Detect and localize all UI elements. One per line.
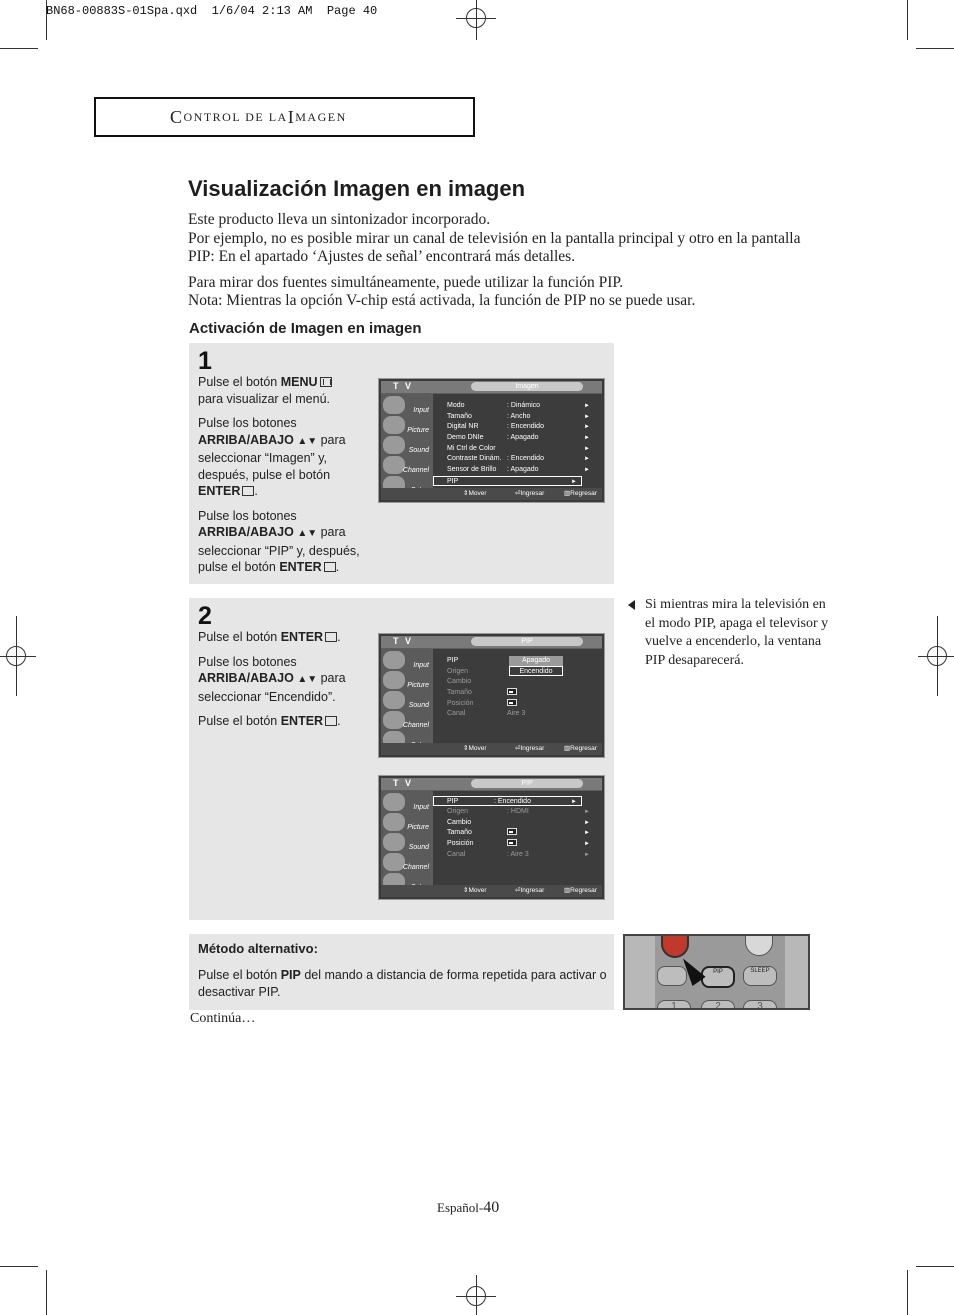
tv-menu-list: [433, 791, 602, 885]
up-down-arrows-icon: ▲▼: [297, 435, 318, 447]
menu-row: Tamaño: [447, 688, 580, 698]
alternative-method-box: [189, 934, 614, 1010]
menu-tab: Imagen: [471, 382, 583, 391]
crop-mark: [916, 48, 954, 49]
tv-menu-screen-imagen: [378, 378, 605, 503]
menu-row: Digital NR : Encendido ►: [447, 423, 590, 430]
up-down-arrows-icon: ▲▼: [297, 674, 318, 685]
picture-icon: Picture: [383, 813, 429, 831]
crop-mark: [907, 1270, 908, 1315]
number-key: 2: [701, 1000, 735, 1010]
tv-label: T V: [393, 381, 414, 391]
subsection-title: Activación de Imagen en imagen: [189, 320, 422, 337]
channel-icon: Channel: [383, 456, 429, 474]
menu-row: Cambio ►: [447, 819, 590, 826]
sleep-button: SLEEP: [743, 966, 777, 986]
intro-line-2: Por ejemplo, no es posible mirar un canal de televisión en la pantalla principal y otro en la pantalla PIP: En el apartado ‘Ajustes de señal’ encontrará más detalles.: [188, 230, 801, 265]
menu-row: Origen: [447, 668, 469, 675]
channel-icon: Channel: [383, 711, 429, 729]
sound-icon: Sound: [383, 691, 429, 709]
crop-mark: [46, 1270, 47, 1315]
intro-line-1: Este producto lleva un sintonizador incorporado.: [188, 211, 491, 228]
section-header-box: [94, 97, 475, 137]
crop-mark: [0, 656, 36, 657]
menu-row-selected: PIP ►: [433, 476, 582, 486]
crop-mark: [456, 1296, 496, 1297]
note-arrow-icon: [628, 600, 635, 610]
menu-row: Modo : Dinámico ►: [447, 402, 590, 409]
tv-menu-list: [433, 394, 602, 488]
step-number: 1: [198, 347, 212, 375]
enter-button-icon: [325, 632, 337, 642]
step-2-instructions: Pulse el botón ENTER . Pulse los botones ARRIBA/ABAJO ▲▼ para seleccionar “Encendido”. Pulse el botón ENTER .: [198, 630, 346, 728]
number-key: 1: [657, 1000, 691, 1010]
enter-button-icon: [242, 486, 254, 496]
remote-control-illustration: [623, 934, 810, 1010]
sound-icon: Sound: [383, 833, 429, 851]
tv-bottom-bar: [381, 488, 602, 500]
return-hint: ▥ Regresar: [564, 887, 597, 894]
enter-hint: ⏎ Ingresar: [515, 887, 545, 894]
tv-label: T V: [393, 778, 414, 788]
number-key: 3: [743, 1000, 777, 1010]
move-hint: ⇕ Mover: [463, 887, 487, 894]
menu-row: Demo DNIe : Apagado ►: [447, 434, 590, 441]
pip-size-icon: [507, 828, 517, 835]
enter-hint: ⏎ Ingresar: [515, 745, 545, 752]
section-title: C ONTROL DE LA I MAGEN: [170, 106, 347, 127]
alternative-text: Pulse el botón PIP del mando a distancia de forma repetida para activar o desactivar PIP.: [198, 968, 607, 999]
crop-mark: [0, 1266, 38, 1267]
crop-mark: [918, 656, 954, 657]
menu-row: Canal : Aire 3 ►: [447, 851, 590, 858]
input-icon: Input: [383, 396, 429, 414]
page-number: Español-40: [437, 1199, 500, 1216]
page-title: Visualización Imagen en imagen: [188, 176, 526, 201]
tv-sidebar: [381, 791, 431, 885]
move-hint: ⇕ Mover: [463, 745, 487, 752]
menu-row: Mi Ctrl de Color ►: [447, 445, 590, 452]
return-hint: ▥ Regresar: [564, 490, 597, 497]
input-icon: Input: [383, 651, 429, 669]
pip-position-icon: [507, 699, 517, 706]
menu-row: Tamaño ►: [447, 829, 590, 836]
continue-text: Continúa…: [190, 1011, 256, 1026]
tv-menu-screen-pip-on: [378, 775, 605, 900]
tv-bottom-bar: [381, 743, 602, 755]
tv-bottom-bar: [381, 885, 602, 897]
menu-row: PIP: [447, 657, 459, 664]
picture-icon: Picture: [383, 416, 429, 434]
tv-menu-list: [433, 649, 602, 743]
menu-row: Posición ►: [447, 840, 590, 847]
tv-menu-screen-pip-options: [378, 633, 605, 758]
enter-hint: ⏎ Ingresar: [515, 490, 545, 497]
menu-button-icon: [320, 377, 332, 387]
menu-row: Origen : HDMI ►: [447, 808, 590, 815]
tv-sidebar: [381, 649, 431, 743]
pip-button: PIP: [701, 966, 735, 988]
crop-mark: [0, 48, 38, 49]
tv-sidebar: [381, 394, 431, 488]
crop-mark: [916, 1266, 954, 1267]
menu-row: Cambio: [447, 678, 472, 685]
move-hint: ⇕ Mover: [463, 490, 487, 497]
option-off: Apagado: [509, 656, 563, 666]
print-header: BN68-00883S-01Spa.qxd 1/6/04 2:13 AM Page 40: [46, 4, 378, 18]
channel-icon: Channel: [383, 853, 429, 871]
crop-mark: [907, 0, 908, 40]
enter-button-icon: [325, 716, 337, 726]
menu-row: Contraste Dinám. : Encendido ►: [447, 455, 590, 462]
alternative-title: Método alternativo:: [198, 941, 318, 956]
return-hint: ▥ Regresar: [564, 745, 597, 752]
input-icon: Input: [383, 793, 429, 811]
menu-row-selected: PIP : Encendido ►: [433, 796, 582, 806]
crop-mark: [456, 18, 496, 19]
enter-button-icon: [324, 562, 336, 572]
menu-row: Sensor de Brillo : Apagado ►: [447, 466, 590, 473]
step-number: 2: [198, 602, 212, 630]
step-1-instructions: Pulse el botón MENU para visualizar el menú. Pulse los botones ARRIBA/ABAJO ▲▼ para seleccionar “Imagen” y, después, pulse el botón ENTER . Pulse los botones ARRIBA/ABAJO ▲▼ para seleccionar “PIP” y, después, pulse el botón ENTER .: [198, 375, 360, 574]
tv-label: T V: [393, 636, 414, 646]
pip-position-icon: [507, 839, 517, 846]
menu-tab: PIP: [471, 637, 583, 646]
up-down-arrows-icon: ▲▼: [297, 528, 318, 539]
intro-line-3: Para mirar dos fuentes simultáneamente, puede utilizar la función PIP.: [188, 274, 624, 291]
intro-line-4: Nota: Mientras la opción V-chip está activada, la función de PIP no se puede usar.: [188, 292, 696, 309]
pip-size-icon: [507, 688, 517, 695]
menu-row: Tamaño : Ancho ►: [447, 413, 590, 420]
sound-icon: Sound: [383, 436, 429, 454]
side-note: Si mientras mira la televisión en el modo PIP, apaga el televisor y vuelve a encenderlo, la ventana PIP desaparecerá.: [645, 597, 829, 668]
menu-tab: PIP: [471, 779, 583, 788]
menu-row: Posición: [447, 699, 580, 709]
picture-icon: Picture: [383, 671, 429, 689]
option-on-selected: Encendido: [509, 666, 563, 676]
menu-row: Canal Aire 3: [447, 710, 526, 717]
